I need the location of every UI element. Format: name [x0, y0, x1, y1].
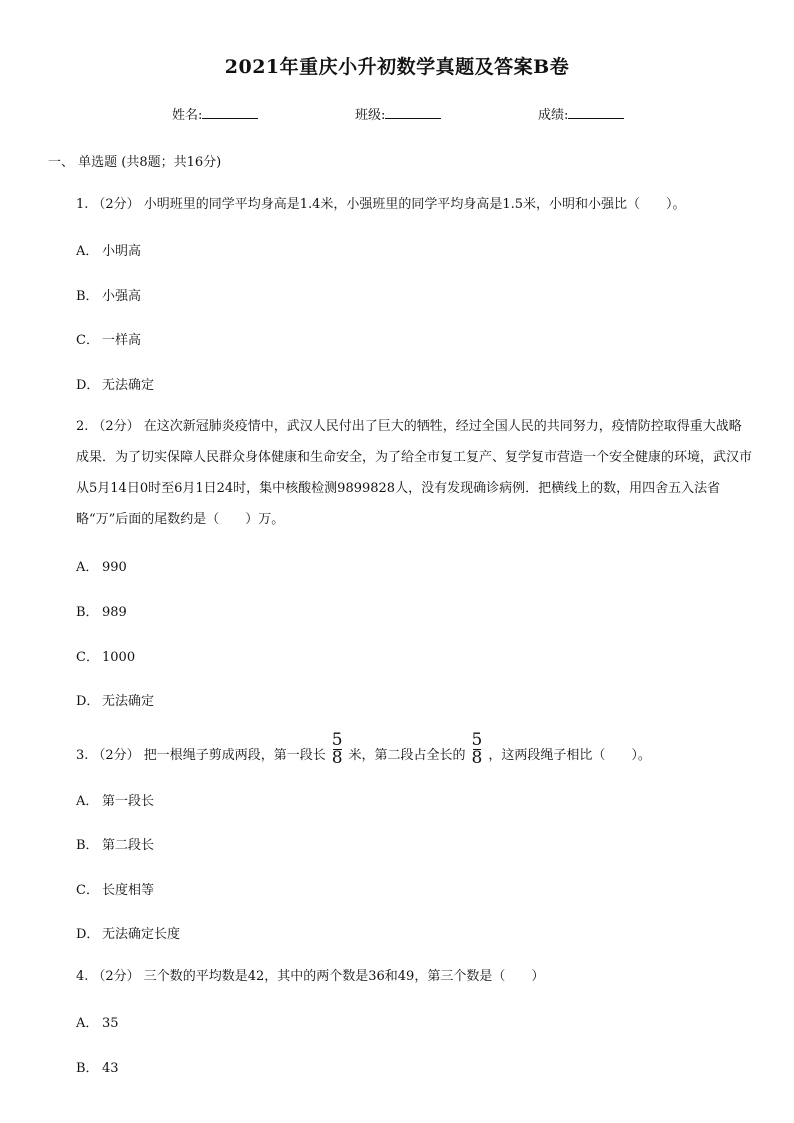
class-blank[interactable]	[385, 106, 441, 119]
option-1d[interactable]	[76, 374, 154, 393]
option-text: 无法确定	[102, 694, 155, 709]
option-3b[interactable]	[76, 834, 154, 853]
question-4	[76, 961, 752, 992]
score-label: 成绩:	[538, 108, 569, 123]
option-letter: C．	[76, 883, 99, 898]
option-3a[interactable]	[76, 790, 154, 809]
option-letter: A．	[76, 794, 99, 809]
option-text: 一样高	[102, 333, 142, 348]
option-text: 990	[102, 560, 127, 575]
question-number: 1.	[76, 197, 89, 212]
option-text: 无法确定长度	[102, 927, 181, 942]
option-letter: A．	[76, 1016, 99, 1031]
option-letter: D．	[76, 378, 100, 393]
option-4b[interactable]	[76, 1057, 119, 1076]
option-1c[interactable]	[76, 329, 141, 348]
question-score: （2分）	[92, 419, 140, 434]
question-1	[76, 189, 752, 220]
option-3d[interactable]	[76, 923, 180, 942]
option-1a[interactable]	[76, 240, 141, 259]
option-text: 小强高	[102, 289, 142, 304]
question-text-part3: ，这两段绳子相比（ ）。	[488, 748, 651, 763]
option-letter: A．	[76, 244, 99, 259]
option-letter: A．	[76, 560, 99, 575]
question-number: 3.	[76, 748, 89, 763]
fraction-denominator: 8	[331, 748, 343, 768]
option-letter: D．	[76, 694, 100, 709]
question-text: 在这次新冠肺炎疫情中，武汉人民付出了巨大的牺牲，经过全国人民的共同努力，疫情防控取得重大战略成果．为了切实保障人民群众身体健康和生命安全，为了给全市复工复产、复学复市营造一个安全健康的环境，武汉市从5月14日0时至6月1日24时，集中核酸检测9899828人，没有发现确诊病例．把横线上的数，用四舍五入法省略“万”后面的尾数约是（ ）万。	[76, 419, 753, 527]
question-number: 2.	[76, 419, 89, 434]
score-field[interactable]	[538, 104, 624, 123]
option-text: 第一段长	[102, 794, 155, 809]
question-text-part2: 米，第二段占全长的	[348, 748, 466, 763]
option-text: 1000	[102, 650, 136, 665]
option-2b[interactable]	[76, 601, 127, 620]
question-text-part1: 把一根绳子剪成两段，第一段长	[143, 748, 326, 763]
option-letter: C．	[76, 650, 99, 665]
option-letter: D．	[76, 927, 100, 942]
option-text: 43	[102, 1061, 119, 1076]
page-title: 2021年重庆小升初数学真题及答案B卷	[224, 56, 570, 78]
option-letter: B．	[76, 605, 99, 620]
fraction-numerator: 5	[331, 730, 343, 750]
score-blank[interactable]	[568, 106, 624, 119]
option-letter: B．	[76, 838, 99, 853]
question-score: （2分）	[92, 197, 140, 212]
option-4a[interactable]	[76, 1012, 119, 1031]
question-2	[76, 411, 752, 535]
fraction-1	[332, 732, 343, 767]
option-2c[interactable]	[76, 646, 135, 665]
fraction-denominator: 8	[471, 748, 483, 768]
option-text: 35	[102, 1016, 119, 1031]
option-2a[interactable]	[76, 556, 127, 575]
option-letter: C．	[76, 333, 99, 348]
option-letter: B．	[76, 1061, 99, 1076]
fraction-numerator: 5	[471, 730, 483, 750]
question-score: （2分）	[92, 748, 140, 763]
option-text: 小明高	[102, 244, 142, 259]
option-text: 989	[102, 605, 127, 620]
name-blank[interactable]	[202, 106, 258, 119]
name-field[interactable]	[172, 104, 258, 123]
option-text: 长度相等	[102, 883, 155, 898]
option-text: 第二段长	[102, 838, 155, 853]
question-text: 小明班里的同学平均身高是1.4米，小强班里的同学平均身高是1.5米，小明和小强比（ ）。	[143, 197, 686, 212]
option-3c[interactable]	[76, 879, 154, 898]
class-field[interactable]	[355, 104, 441, 123]
question-score: （2分）	[92, 969, 140, 984]
question-text: 三个数的平均数是42，其中的两个数是36和49，第三个数是（ ）	[143, 969, 545, 984]
option-letter: B．	[76, 289, 99, 304]
option-text: 无法确定	[102, 378, 155, 393]
option-2d[interactable]	[76, 690, 154, 709]
option-1b[interactable]	[76, 285, 141, 304]
fraction-2	[472, 732, 483, 767]
question-number: 4.	[76, 969, 89, 984]
student-info-row	[0, 104, 794, 124]
class-label: 班级:	[355, 108, 386, 123]
question-3	[76, 730, 752, 776]
name-label: 姓名:	[172, 108, 203, 123]
section-heading: 一、 单选题 (共8题；共16分)	[48, 155, 222, 170]
